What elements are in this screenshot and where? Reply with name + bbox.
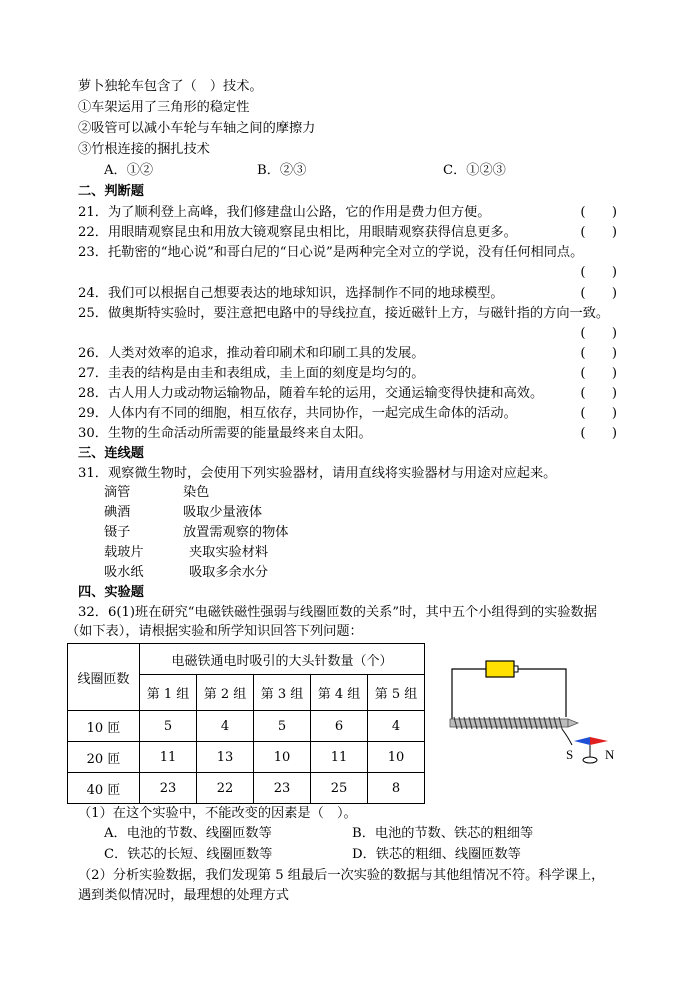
group-header: 第 3 组: [254, 675, 311, 711]
question-32-line1: 32．6(1)班在研究“电磁铁磁性强弱与线圈匝数的关系”时，其中五个小组得到的实验数据: [78, 605, 597, 620]
sub1-option-a: A．电池的节数、线圈匝数等: [104, 826, 272, 841]
judge-paren: ( ): [580, 205, 617, 220]
option-2: ②吸管可以减小车轮与车轴之间的摩擦力: [78, 121, 316, 136]
electromagnet-diagram: [440, 655, 630, 775]
circuit-wire: [514, 669, 566, 717]
judge-item: 23．托勒密的“地心说”和哥白尼的“日心说”是两种完全对立的学说，没有任何相同点。: [78, 245, 584, 260]
match-right-item: 夹取实验材料: [189, 545, 269, 560]
choice-b: B．②③: [257, 163, 307, 178]
compass-needle-south: [574, 737, 590, 745]
table-cell: 8: [368, 773, 425, 804]
judge-item: 22．用眼睛观察昆虫和用放大镜观察昆虫相比，用眼睛观察获得信息更多。: [78, 225, 517, 240]
judge-item: 29．人体内有不同的细胞，相互依存，共同协作，一起完成生命体的活动。: [78, 406, 517, 421]
table-row: [68, 711, 425, 742]
table-cell: 11: [140, 742, 197, 773]
judge-item: 21．为了顺利登上高峰，我们修建盘山公路，它的作用是费力但方便。: [78, 205, 491, 220]
judge-paren: ( ): [580, 426, 617, 441]
table-cell: 22: [197, 773, 254, 804]
row-label: 20 匝: [68, 742, 140, 773]
group-header: 第 1 组: [140, 675, 197, 711]
match-right-item: 吸取少量液体: [183, 505, 263, 520]
table-cell: 11: [311, 742, 368, 773]
judge-paren: ( ): [580, 265, 617, 280]
judge-item: 26．人类对效率的追求，推动着印刷术和印刷工具的发展。: [78, 346, 425, 361]
sub1-option-d: D．铁芯的粗细、线圈匝数等: [352, 847, 521, 862]
data-table: [67, 643, 425, 804]
circuit-wire: [562, 729, 572, 745]
table-cell: 5: [254, 711, 311, 742]
judge-item: 30．生物的生命活动所需要的能量最终来自太阳。: [78, 426, 372, 441]
match-left-item: 镊子: [104, 525, 131, 540]
sub-question-2-line1: （2）分析实验数据，我们发现第 5 组最后一次实验的数据与其他组情况不符。科学课上，: [78, 868, 605, 883]
match-right-item: 染色: [183, 485, 210, 500]
group-header: 第 5 组: [368, 675, 425, 711]
judge-paren: ( ): [580, 386, 617, 401]
judge-paren: ( ): [580, 225, 617, 240]
option-3: ③竹根连接的捆扎技术: [78, 142, 210, 157]
choice-a: A．①②: [104, 163, 154, 178]
judge-item: 24．我们可以根据自己想要表达的地球知识，选择制作不同的地球模型。: [78, 286, 504, 301]
table-cell: 23: [140, 773, 197, 804]
match-right-item: 放置需观察的物体: [183, 525, 289, 540]
section-judge-title: 二、判断题: [78, 184, 144, 199]
judge-paren: ( ): [580, 286, 617, 301]
label-n: N: [605, 747, 615, 762]
table-cell: 5: [140, 711, 197, 742]
question-31: 31．观察微生物时，会使用下列实验器材，请用直线将实验器材与用途对应起来。: [78, 466, 557, 481]
match-left-item: 碘酒: [104, 505, 131, 520]
question-32-line2: （如下表），请根据实验和所学知识回答下列问题：: [66, 624, 363, 639]
nail-tip: [568, 719, 578, 727]
sub-question-1: （1）在这个实验中，不能改变的因素是（ ）。: [78, 806, 357, 821]
table-cell: 23: [254, 773, 311, 804]
table-cell: 4: [368, 711, 425, 742]
row-header: 线圈匝数: [68, 644, 140, 711]
table-row: [68, 742, 425, 773]
judge-paren: ( ): [580, 346, 617, 361]
battery-terminal: [514, 666, 518, 672]
sub-question-2-line2: 遇到类似情况时，最理想的处理方式: [78, 888, 289, 903]
column-group-header: 电磁铁通电时吸引的大头针数量（个）: [140, 644, 425, 675]
judge-paren: ( ): [580, 326, 617, 341]
judge-item: 27．圭表的结构是由圭和表组成，圭上面的刻度是均匀的。: [78, 366, 425, 381]
table-cell: 25: [311, 773, 368, 804]
judge-item: 25．做奥斯特实验时，要注意把电路中的导线拉直，接近磁针上方，与磁针指的方向一致。: [78, 306, 610, 321]
match-left-item: 滴管: [104, 485, 131, 500]
row-label: 40 匝: [68, 773, 140, 804]
table-cell: 10: [254, 742, 311, 773]
match-left-item: 吸水纸: [104, 565, 144, 580]
label-s: S: [566, 747, 574, 762]
option-1: ①车架运用了三角形的稳定性: [78, 100, 250, 115]
table-row: [68, 773, 425, 804]
circuit-wire: [452, 669, 486, 721]
section-experiment-title: 四、实验题: [78, 585, 144, 600]
group-header: 第 4 组: [311, 675, 368, 711]
choice-c: C．①②③: [443, 163, 506, 178]
match-right-item: 吸取多余水分: [189, 565, 269, 580]
judge-paren: ( ): [580, 366, 617, 381]
table-cell: 13: [197, 742, 254, 773]
match-left-item: 载玻片: [104, 545, 144, 560]
sub1-option-b: B．电池的节数、铁芯的粗细等: [352, 826, 534, 841]
sub1-option-c: C．铁芯的长短、线圈匝数等: [104, 847, 273, 862]
question-intro: 萝卜独轮车包含了（ ）技术。: [78, 79, 263, 94]
compass-needle-north: [590, 737, 608, 745]
table-cell: 6: [311, 711, 368, 742]
section-match-title: 三、连线题: [78, 446, 144, 461]
table-cell: 4: [197, 711, 254, 742]
compass-base: [583, 757, 597, 763]
group-header: 第 2 组: [197, 675, 254, 711]
battery-icon: [486, 661, 514, 677]
judge-paren: ( ): [580, 406, 617, 421]
judge-item: 28．古人用人力或动物运输物品，随着车轮的运用，交通运输变得快捷和高效。: [78, 386, 544, 401]
table-cell: 10: [368, 742, 425, 773]
row-label: 10 匝: [68, 711, 140, 742]
